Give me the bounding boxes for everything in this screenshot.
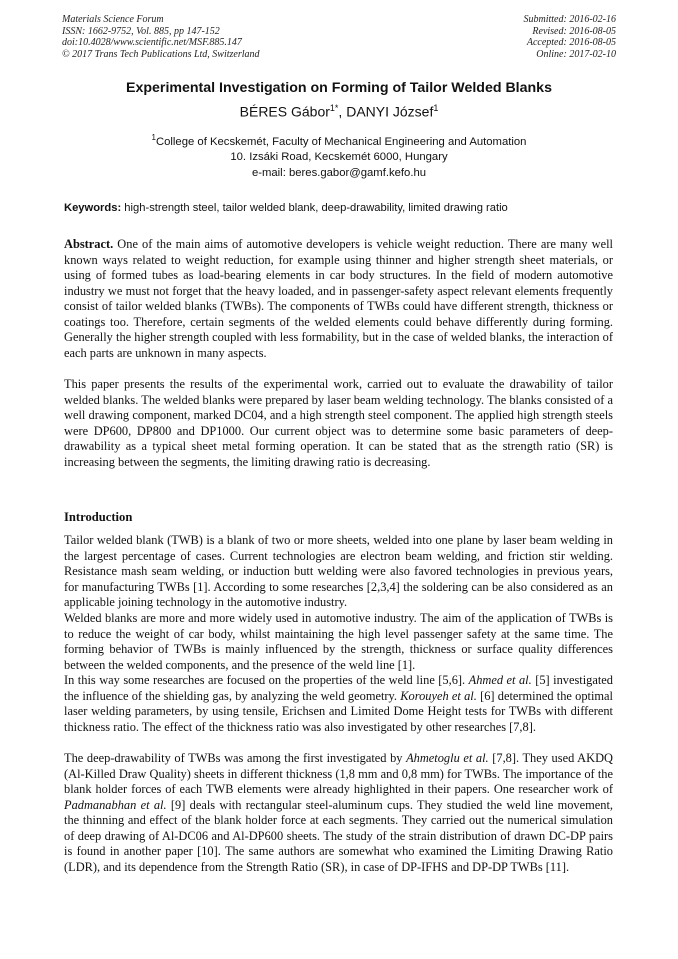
author-name: DANYI József bbox=[346, 103, 434, 120]
affiliation bbox=[0, 130, 678, 166]
author-affiliation-mark: 1* bbox=[329, 103, 339, 113]
affiliation-address: 10. Izsáki Road, Kecskemét 6000, Hungary bbox=[230, 151, 448, 164]
submitted-date: Submitted: 2016-02-16 bbox=[523, 14, 616, 25]
intro-paragraph bbox=[64, 751, 613, 875]
affiliation-line bbox=[0, 130, 678, 150]
publication-info bbox=[62, 14, 260, 60]
section-heading: Introduction bbox=[64, 510, 133, 524]
author-list bbox=[0, 103, 678, 120]
intro-text: The deep-drawability of TWBs was among the first investigated by bbox=[64, 751, 407, 765]
accepted-date: Accepted: 2016-08-05 bbox=[526, 37, 616, 48]
doi: doi:10.4028/www.scientific.net/MSF.885.147 bbox=[62, 37, 242, 48]
paper-title: Experimental Investigation on Forming of Tailor Welded Blanks bbox=[126, 80, 552, 96]
keywords-text: high-strength steel, tailor welded blank, deep-drawability, limited drawing ratio bbox=[121, 202, 508, 214]
citation-author: Ahmetoglu et al. bbox=[406, 751, 489, 765]
contact-email: e-mail: beres.gabor@gamf.kefo.hu bbox=[251, 167, 427, 179]
intro-paragraph bbox=[64, 673, 613, 735]
abstract-paragraph: This paper presents the results of the experimental work, carried out to evaluate the drawability of tailor welded blanks. The welded blanks were prepared by laser beam welding technology. The blanks consisted of a well drawing component, marked DC04, and a high strength steel component. The applied high strength steels were DP600, DP800 and DP1000. Our current object was to determine some basic parameters of deep-drawability as a typical sheet metal forming operation. It can be stated that as the strength ratio (SR) is increasing between the segments, the limiting drawing ratio is decreasing. bbox=[64, 377, 613, 469]
abstract-text: One of the main aims of automotive developers is vehicle weight reduction. There are many well known ways related to weight reduction, for example using thinner and higher strength sheet materials, or using of formed tubes as load-bearing elements in car body structures. In the field of modern automotive industry we must not forget that the heavy loaded, and in passenger-safety aspect relevant elements frequently consist of tailor welded blanks (TWBs). The components of TWBs could have different strength, thickness or coatings too. Therefore, certain segments of the welded elements could behave differently during forming. Generally the higher strength coupled with less formability, but in the case of welded blanks, the interaction of each parts are unknown in many aspects. bbox=[64, 237, 613, 360]
online-date: Online: 2017-02-10 bbox=[536, 48, 616, 60]
intro-text: [9] deals with rectangular steel-aluminum cups. They studied the weld line movement, the thinning and effect of the blank holder force at each segments. They carried out the numerical simulation of deep drawing of Al-DC06 and Al-DP600 sheets. The study of the strain distribution of drawn DC-DP pairs is found in another paper [10]. The same authors are somewhat who examined the Limiting Drawing Ratio (LDR), and its dependence from the Strength Ratio (SR), in case of DP-IFHS and DP-DP TWBs [11]. bbox=[64, 797, 613, 874]
intro-text: [6] determined the optimal laser welding parameters, by using tensile, Erichsen and Limited Dome Height tests for TWBs with different thickness ratio. The effect of the thickness ratio was also investigated by other researches [7,8]. bbox=[64, 688, 613, 734]
intro-text: [5] investigated the influence of the shielding gas, by analyzing the weld geometry. bbox=[64, 673, 613, 703]
keywords-label: Keywords: bbox=[64, 202, 122, 214]
affiliation-institution: College of Kecskemét, Faculty of Mechanical Engineering and Automation bbox=[155, 135, 527, 148]
intro-paragraph: Tailor welded blank (TWB) is a blank of two or more sheets, welded into one plane by laser beam welding in the largest percentage of cases. Current technologies are electron beam welding, and friction stir welding. Resistance mash seam welding, or induction butt welding were also favored technologies in previous years, for manufacturing TWBs [1]. According to some researches [2,3,4] the soldering can be also considered as an applicable joining technology in the automotive industry. bbox=[64, 533, 613, 609]
author-separator: , bbox=[338, 103, 347, 120]
abstract-paragraph bbox=[64, 237, 613, 361]
copyright: © 2017 Trans Tech Publications Ltd, Switzerland bbox=[62, 48, 260, 60]
keywords bbox=[64, 202, 616, 214]
revised-date: Revised: 2016-08-05 bbox=[532, 25, 616, 37]
intro-paragraph: Welded blanks are more and more widely used in automotive industry. The aim of the application of TWBs is to reduce the weight of car body, whilst maintaining the high level passenger safety at the same time. The forming behavior of TWBs is mainly influenced by the strength, thickness or surface quality differences between the welded components, and the presence of the weld line [1]. bbox=[64, 611, 613, 672]
citation-author: Padmanabhan et al. bbox=[64, 797, 167, 812]
author-name: BÉRES Gábor bbox=[239, 103, 330, 120]
intro-text: In this way some researches are focused on the properties of the weld line [5,6]. bbox=[64, 673, 469, 687]
citation-author: Korouyeh et al. bbox=[400, 688, 477, 703]
intro-text: [7,8]. They used AKDQ (Al-Killed Draw Quality) sheets in different thickness (1,8 mm and 0,8 mm) for TWBs. The importance of the blank holder forces of each TWB elements were already highlighted in their papers. One researcher work of bbox=[64, 751, 613, 796]
issn: ISSN: 1662-9752, Vol. 885, pp 147-152 bbox=[62, 25, 220, 37]
author-affiliation-mark: 1 bbox=[433, 103, 439, 113]
affiliation-mark: 1 bbox=[151, 133, 156, 142]
abstract-label: Abstract. bbox=[64, 237, 114, 251]
publication-dates bbox=[524, 14, 617, 60]
citation-author: Ahmed et al. bbox=[468, 673, 532, 687]
journal-name: Materials Science Forum bbox=[62, 14, 164, 25]
